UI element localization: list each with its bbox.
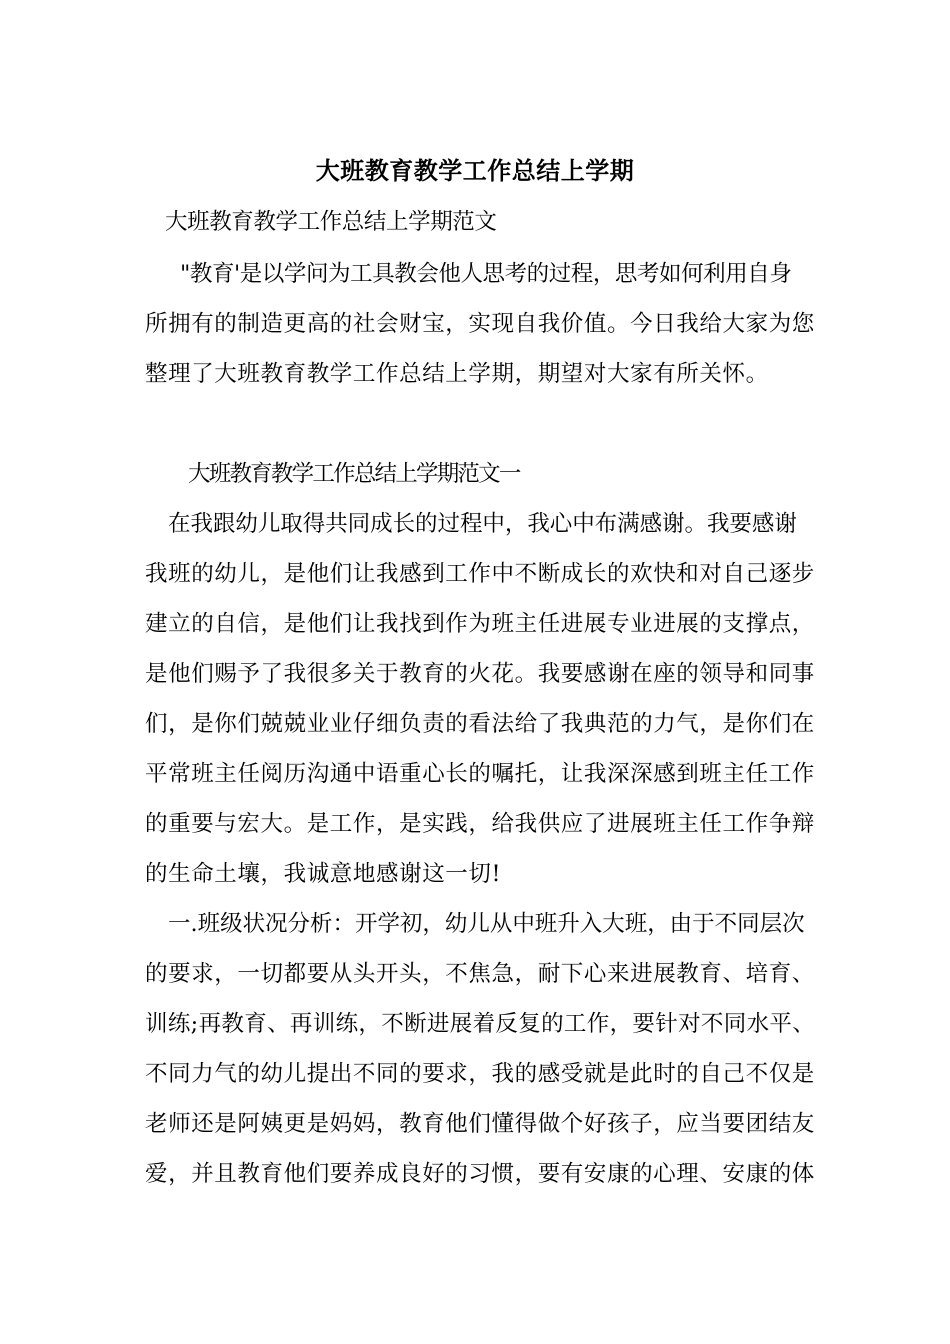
intro-line-1: "教育'是以学问为工具教会他人思考的过程，思考如何利用自身 [180, 261, 792, 287]
paragraph1-line-2: 我班的幼儿，是他们让我感到工作中不断成长的欢快和对自己逐步 [145, 561, 815, 587]
intro-line-2: 所拥有的制造更高的社会财宝，实现自我价值。今日我给大家为您 [145, 311, 815, 337]
paragraph1-line-5: 们，是你们兢兢业业仔细负责的看法给了我典范的力气，是你们在 [145, 711, 815, 737]
document-title: 大班教育教学工作总结上学期 [315, 156, 635, 185]
paragraph2-line-4: 不同力气的幼儿提出不同的要求，我的感受就是此时的自己不仅是 [145, 1061, 815, 1087]
paragraph1-line-7: 的重要与宏大。是工作，是实践，给我供应了进展班主任工作争辩 [145, 811, 815, 837]
intro-line-3: 整理了大班教育教学工作总结上学期，期望对大家有所关怀。 [145, 361, 769, 387]
paragraph2-line-1: 一.班级状况分析：开学初，幼儿从中班升入大班，由于不同层次 [168, 911, 805, 937]
paragraph1-line-8: 的生命土壤，我诚意地感谢这一切! [145, 861, 502, 887]
paragraph2-line-3: 训练;再教育、再训练，不断进展着反复的工作，要针对不同水平、 [145, 1011, 816, 1037]
paragraph1-line-6: 平常班主任阅历沟通中语重心长的嘱托，让我深深感到班主任工作 [145, 761, 815, 787]
paragraph1-line-1: 在我跟幼儿取得共同成长的过程中，我心中布满感谢。我要感谢 [168, 511, 797, 537]
paragraph2-line-2: 的要求，一切都要从头开头，不焦急，耐下心来进展教育、培育、 [145, 961, 815, 987]
paragraph1-line-4: 是他们赐予了我很多关于教育的火花。我要感谢在座的领导和同事 [145, 661, 815, 687]
section-heading: 大班教育教学工作总结上学期范文一 [188, 461, 520, 487]
subtitle: 大班教育教学工作总结上学期范文 [165, 209, 497, 235]
paragraph2-line-5: 老师还是阿姨更是妈妈，教育他们懂得做个好孩子，应当要团结友 [145, 1111, 815, 1137]
paragraph1-line-3: 建立的自信，是他们让我找到作为班主任进展专业进展的支撑点， [145, 611, 815, 637]
paragraph2-line-6: 爱，并且教育他们要养成良好的习惯，要有安康的心理、安康的体 [145, 1161, 815, 1187]
